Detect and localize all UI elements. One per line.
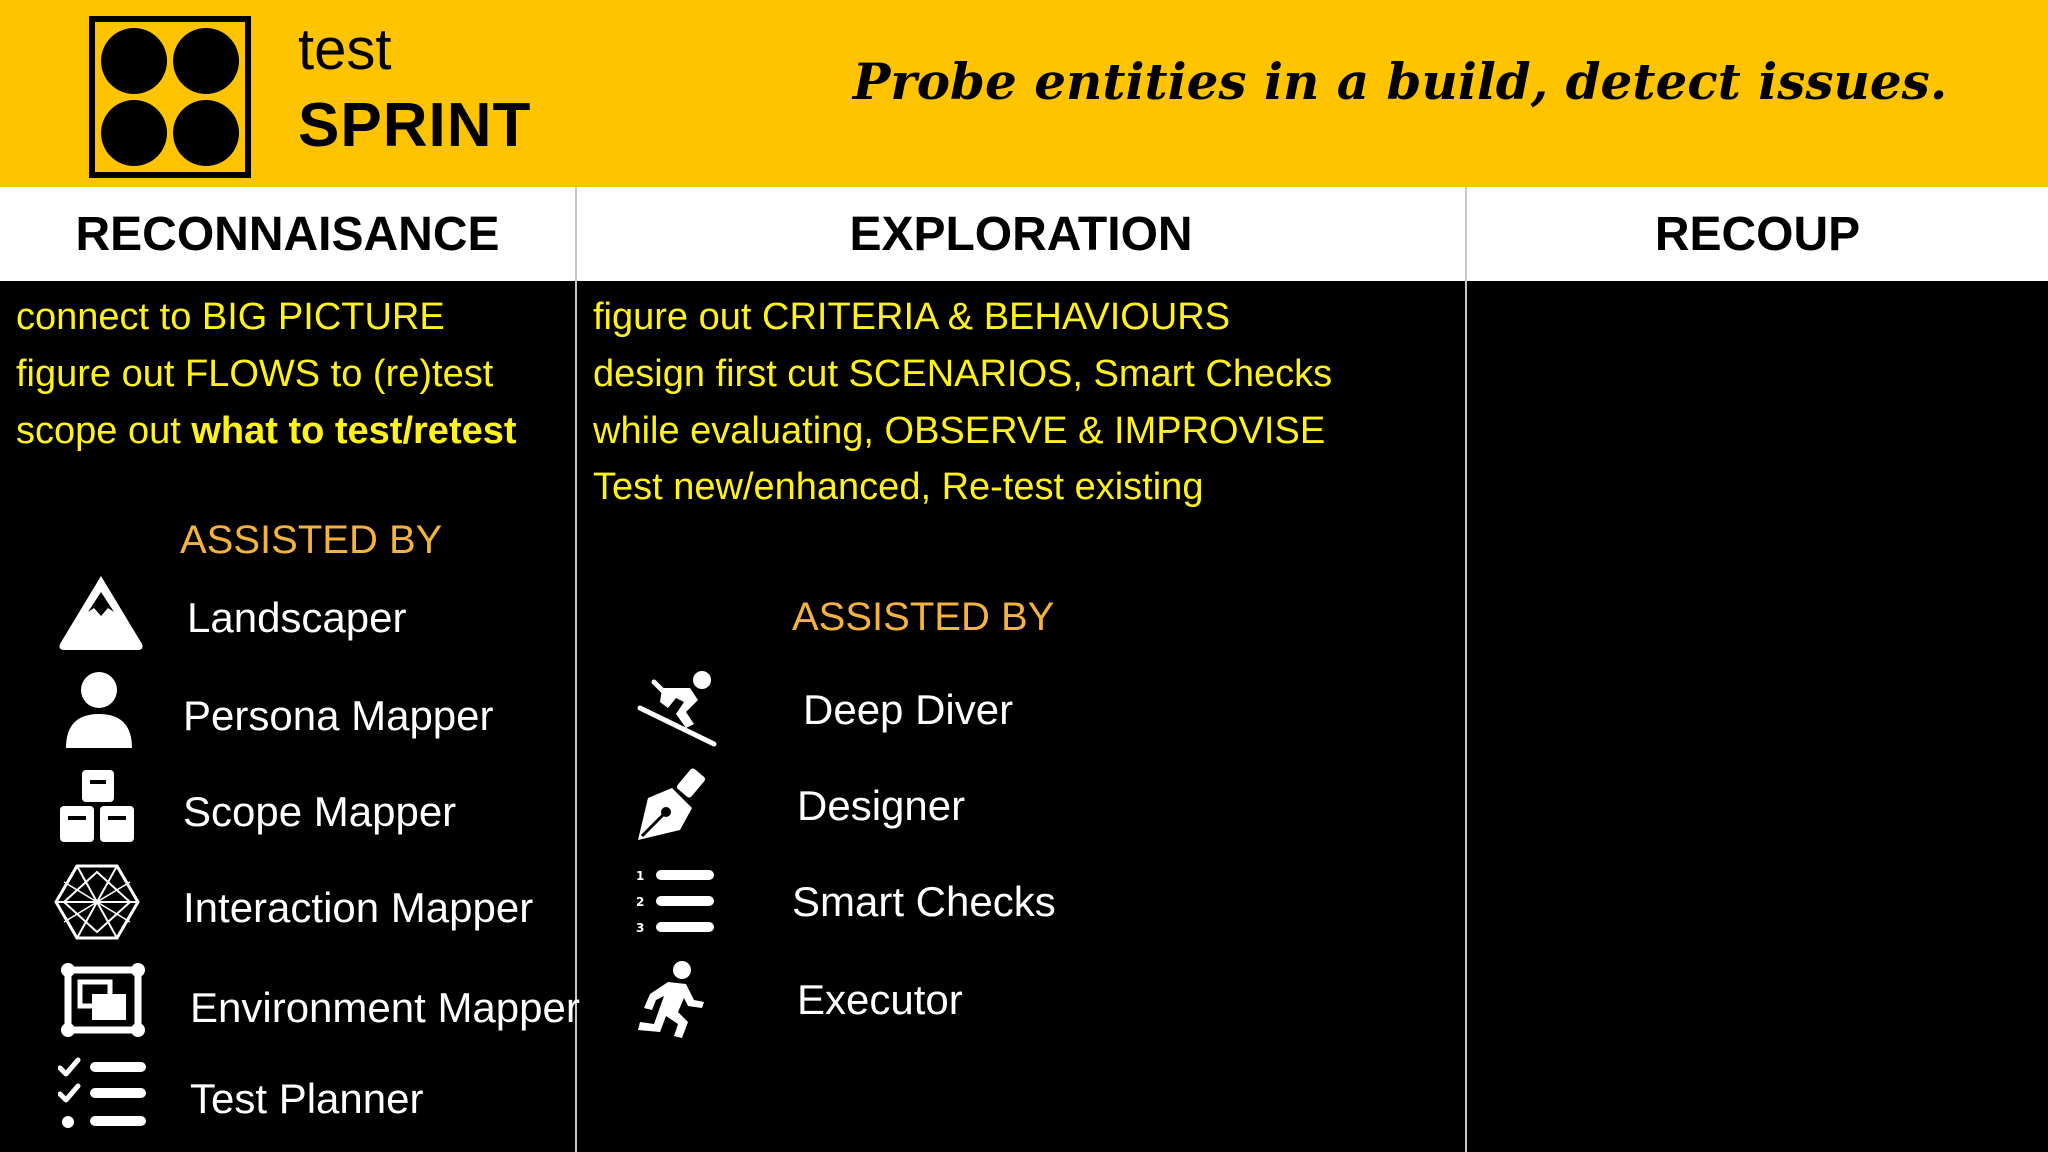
skier-icon xyxy=(636,668,718,748)
explore-goal: figure out CRITERIA & BEHAVIOURS xyxy=(593,296,1231,338)
numbered-list-icon xyxy=(636,866,716,936)
pen-nib-icon xyxy=(632,764,712,844)
explore-goal: while evaluating, OBSERVE & IMPROVISE xyxy=(593,410,1326,452)
recon-goal xyxy=(16,410,517,453)
tool-smart-checks: Smart Checks xyxy=(792,878,1056,925)
explore-assisted-by: ASSISTED BY xyxy=(792,595,1055,639)
four-dots-logo-icon xyxy=(89,16,251,178)
frame-icon xyxy=(60,962,146,1038)
tool-designer: Designer xyxy=(797,782,966,829)
checklist-icon xyxy=(58,1056,148,1132)
column-header-recoup: RECOUP xyxy=(1467,187,2048,281)
recon-goal: connect to BIG PICTURE xyxy=(16,296,445,338)
runner-icon xyxy=(634,960,708,1040)
explore-goal: design first cut SCENARIOS, Smart Checks xyxy=(593,353,1333,395)
brand-title: SPRINT xyxy=(298,91,532,160)
brand-small-text: test xyxy=(298,17,392,82)
recon-assisted-by: ASSISTED BY xyxy=(180,518,443,562)
person-icon xyxy=(62,670,136,748)
tool-executor: Executor xyxy=(797,976,963,1023)
explore-goal: Test new/enhanced, Re-test existing xyxy=(593,466,1204,508)
recon-goal: figure out FLOWS to (re)test xyxy=(16,353,494,395)
tool-environment-mapper: Environment Mapper xyxy=(190,984,580,1031)
column-header-exploration: EXPLORATION xyxy=(577,187,1465,281)
cubes-icon xyxy=(54,766,142,846)
header-banner xyxy=(0,0,2048,187)
column-header-reconnaisance: RECONNAISANCE xyxy=(0,187,575,281)
tool-deep-diver: Deep Diver xyxy=(803,686,1014,733)
recon-goal-bold: what to test/retest xyxy=(191,410,517,452)
tool-test-planner: Test Planner xyxy=(190,1075,424,1122)
tool-scope-mapper: Scope Mapper xyxy=(183,788,457,835)
svg-text:3: 3 xyxy=(636,921,645,935)
mountain-icon xyxy=(56,572,146,652)
tool-landscaper: Landscaper xyxy=(187,594,407,641)
polyhedron-icon xyxy=(52,862,142,942)
column-divider xyxy=(1465,187,1467,1152)
tagline: Probe entities in a build, detect issues. xyxy=(852,52,1948,111)
tool-interaction-mapper: Interaction Mapper xyxy=(183,884,534,931)
svg-text:1: 1 xyxy=(636,869,645,883)
recon-goal-prefix: scope out xyxy=(16,410,192,452)
tool-persona-mapper: Persona Mapper xyxy=(183,692,494,739)
svg-text:2: 2 xyxy=(636,895,645,909)
